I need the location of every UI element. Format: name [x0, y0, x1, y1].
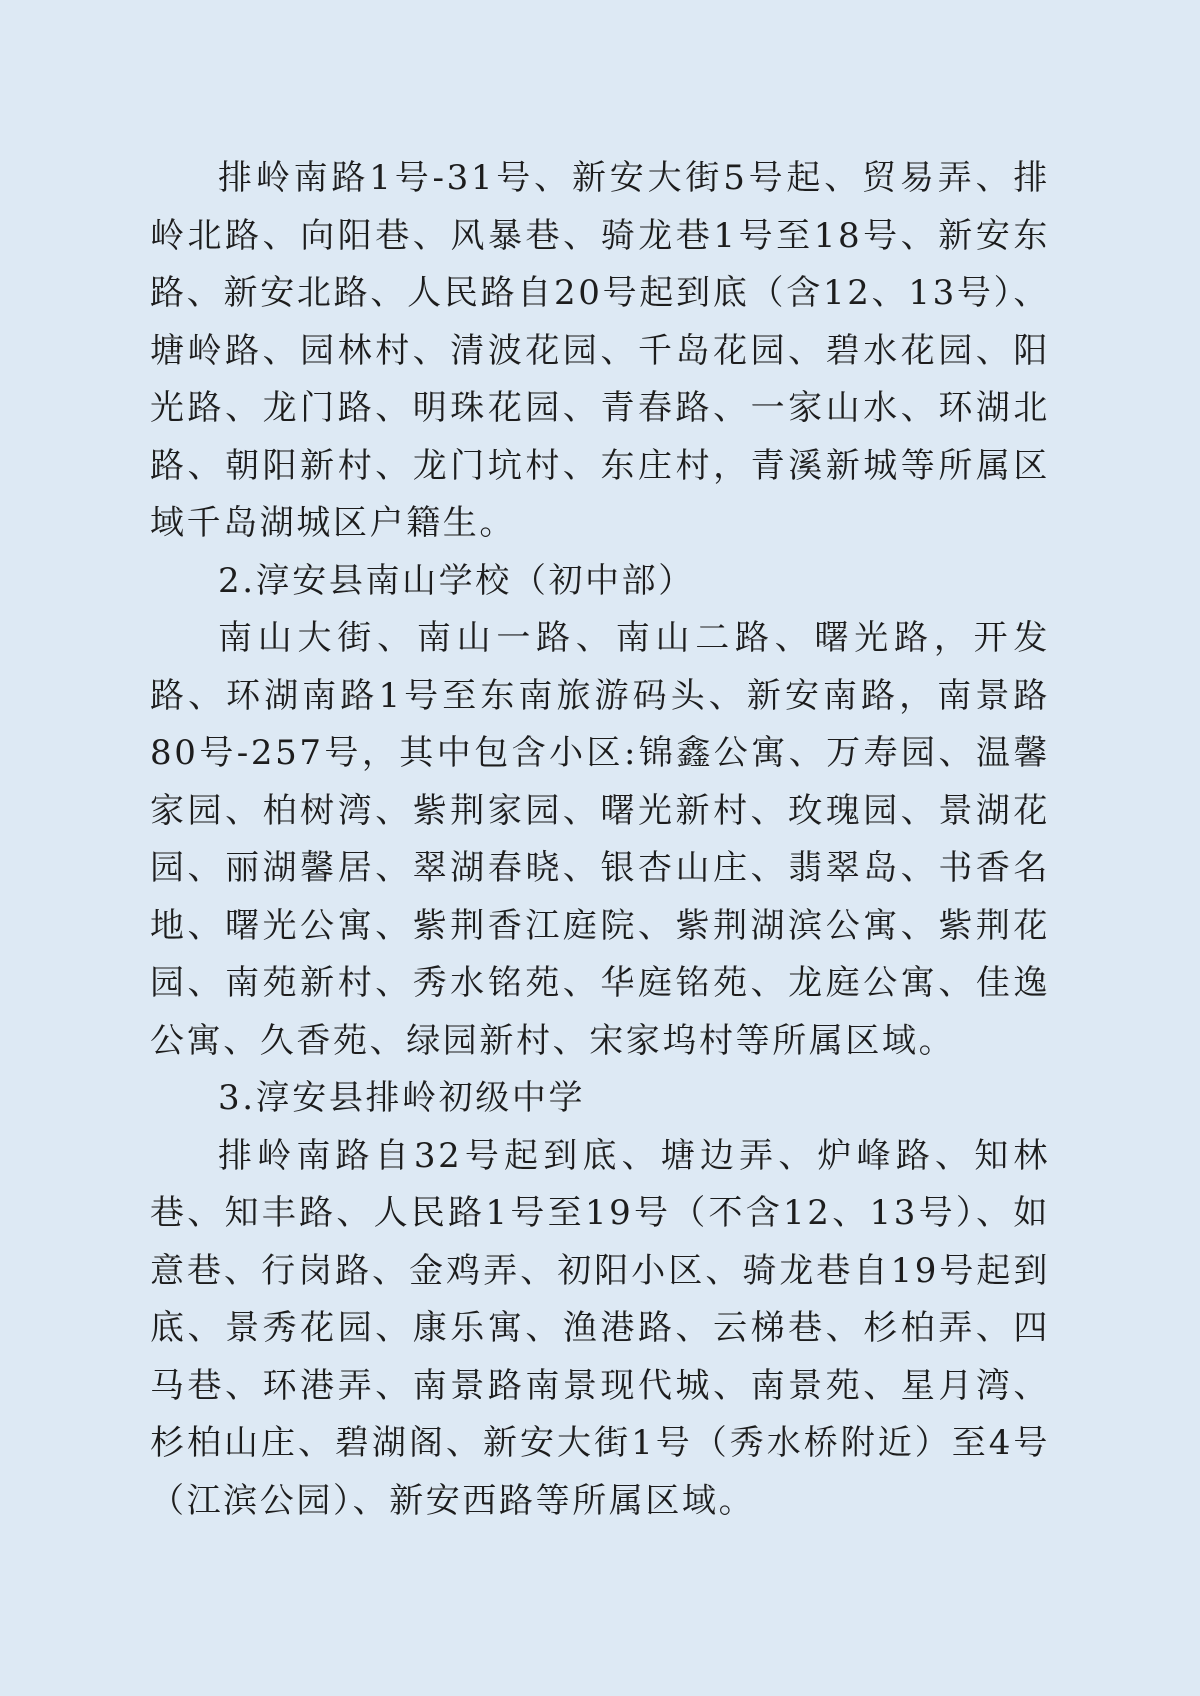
heading-nanshan-school: 2.淳安县南山学校（初中部） [218, 560, 695, 601]
heading-pailing-middle-school: 3.淳安县排岭初级中学 [218, 1078, 586, 1118]
paragraph-area-list-3: 排岭南路自32号起到底、塘边弄、炉峰路、知林巷、知丰路、人民路1号至19号（不含12、13号）、如意巷、行岗路、金鸡弄、初阳小区、骑龙巷自19号起到底、景秀花园、康乐寓、渔港路、云梯巷、杉柏弄、四马巷、环港弄、南景路南景现代城、南景苑、星月湾、杉柏山庄、碧湖阁、新安大街1号（秀水桥附近）至4号（江滨公园）、新安西路等所属区域。 [150, 1135, 1050, 1521]
paragraph-area-list-2: 南山大街、南山一路、南山二路、曙光路，开发路、环湖南路1号至东南旅游码头、新安南路，南景路80号-257号，其中包含小区:锦鑫公寓、万寿园、温馨家园、柏树湾、紫荆家园、曙光新村、玫瑰园、景湖花园、丽湖馨居、翠湖春晓、银杏山庄、翡翠岛、书香名地、曙光公寓、紫荆香江庭院、紫荆湖滨公寓、紫荆花园、南苑新村、秀水铭苑、华庭铭苑、龙庭公寓、佳逸公寓、久香苑、绿园新村、宋家坞村等所属区域。 [150, 618, 1050, 1061]
paragraph-area-list-1: 排岭南路1号-31号、新安大街5号起、贸易弄、排岭北路、向阳巷、风暴巷、骑龙巷1号至18号、新安东路、新安北路、人民路自20号起到底（含12、13号）、塘岭路、园林村、清波花园、千岛花园、碧水花园、阳光路、龙门路、明珠花园、青春路、一家山水、环湖北路、朝阳新村、龙门坑村、东庄村，青溪新城等所属区域千岛湖城区户籍生。 [150, 158, 1050, 543]
document-body [150, 150, 1050, 1530]
